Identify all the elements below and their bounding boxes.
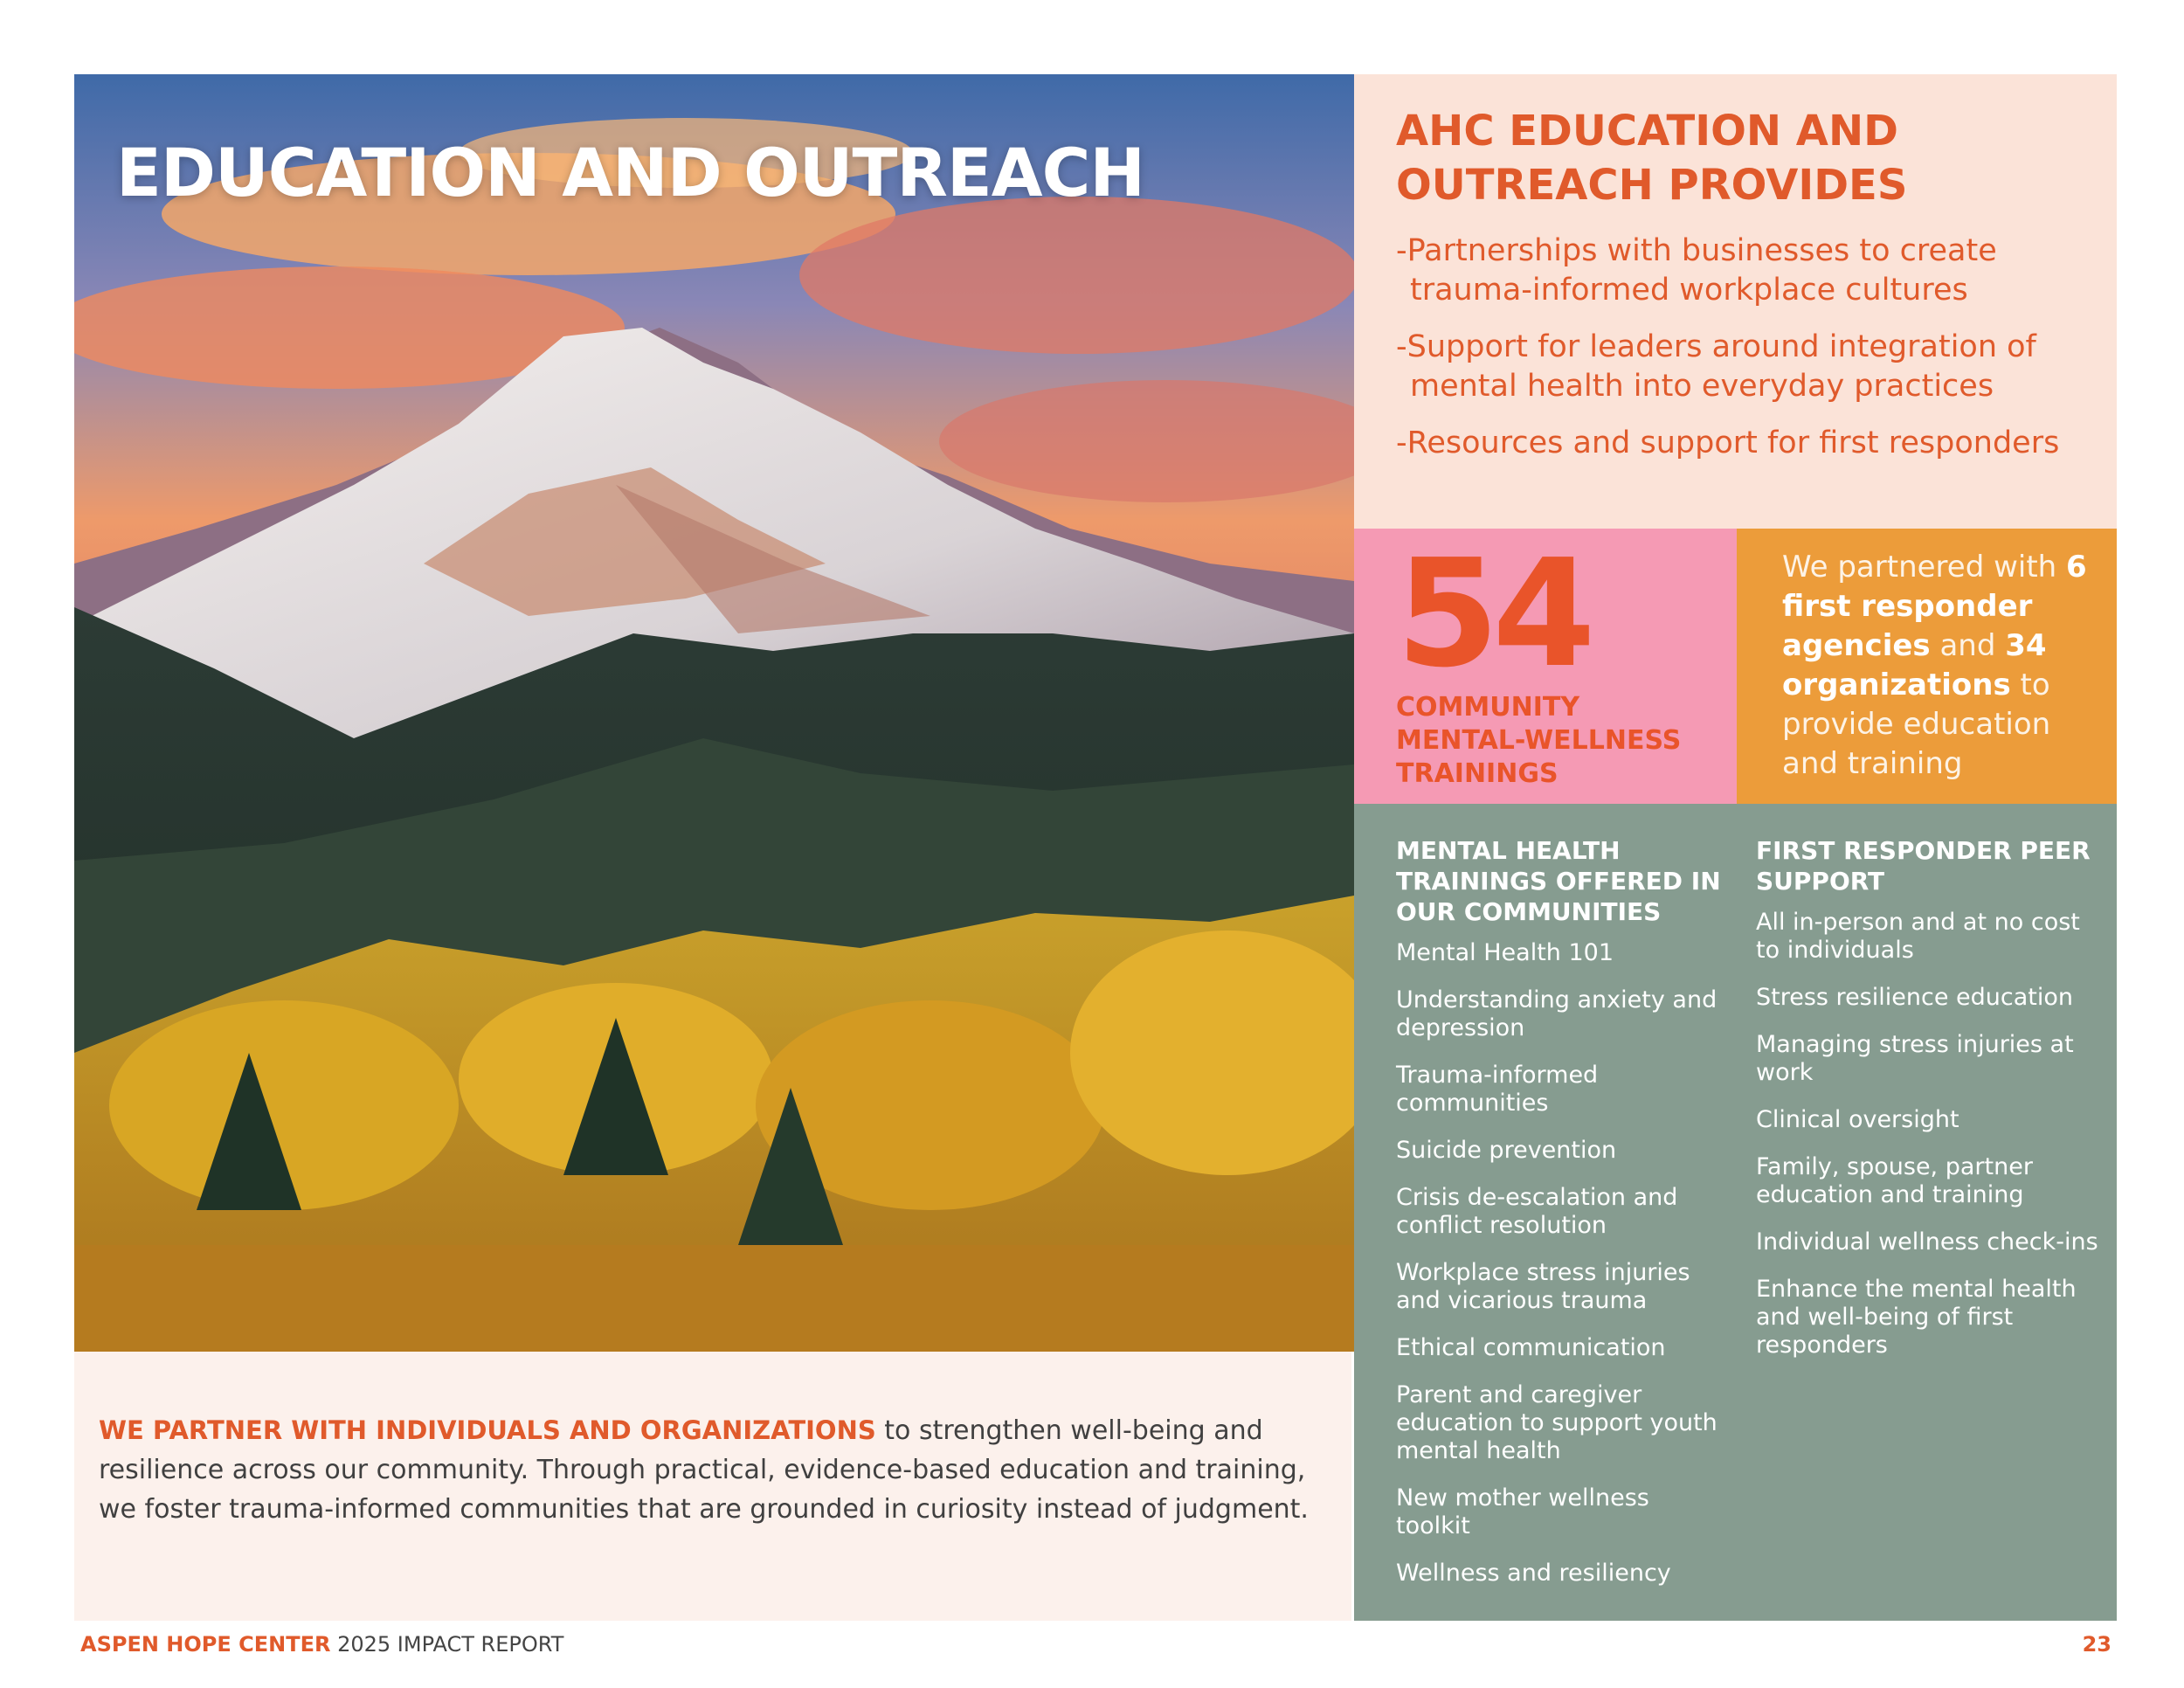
programs-panel	[1354, 804, 2117, 1621]
list-item: Clinical oversight	[1756, 1106, 1959, 1133]
list-item: -Support for leaders around integration of mental health into everyday practices	[1396, 329, 2036, 404]
list-item: -Partnerships with businesses to create trauma-informed workplace cultures	[1396, 233, 1997, 308]
list-item: Suicide prevention	[1396, 1137, 1617, 1164]
list-item: Parent and caregiver education to support youth mental health	[1396, 1381, 1717, 1464]
list-item: Mental Health 101	[1396, 939, 1614, 966]
provides-list	[1396, 232, 2099, 463]
list-item: Understanding anxiety and depression	[1396, 986, 1717, 1041]
intro-paragraph	[99, 1411, 1325, 1529]
peer-support-column	[1756, 835, 2105, 1379]
intro-panel	[74, 1352, 1351, 1621]
intro-lead: WE PARTNER WITH INDIVIDUALS AND ORGANIZATIONS	[99, 1415, 876, 1445]
trainings-column	[1396, 835, 1728, 1607]
list-item: Crisis de-escalation and conflict resolution	[1396, 1184, 1678, 1239]
footer	[80, 1632, 563, 1657]
partnership-panel	[1737, 529, 2117, 804]
training-count-panel	[1354, 529, 1737, 804]
partner-organizations: 34 organizations	[1782, 628, 2047, 702]
list-item: New mother wellness toolkit	[1396, 1484, 1649, 1539]
partner-agencies: 6 first responder agencies	[1782, 550, 2087, 663]
list-item: Wellness and resiliency	[1396, 1560, 1671, 1587]
peer-support-heading: FIRST RESPONDER PEER SUPPORT	[1756, 836, 2091, 896]
list-item: Stress resilience education	[1756, 984, 2073, 1011]
list-item: Family, spouse, partner education and training	[1756, 1153, 2033, 1208]
list-item: Workplace stress injuries and vicarious trauma	[1396, 1259, 1690, 1314]
list-item: Managing stress injuries at work	[1756, 1031, 2074, 1086]
footer-org: ASPEN HOPE CENTER	[80, 1632, 331, 1657]
trainings-list	[1396, 939, 1728, 1588]
list-item: Enhance the mental health and well-being of first responders	[1756, 1276, 2077, 1359]
intro-body: to strengthen well-being and resilience across our community. Through practical, evidence-based education and training, we foster trauma-informed communities that are grounded in curiosity instead of judgment.	[99, 1415, 1309, 1525]
list-item: Ethical communication	[1396, 1334, 1666, 1361]
trainings-heading: MENTAL HEALTH TRAININGS OFFERED IN OUR COMMUNITIES	[1396, 836, 1721, 926]
provides-heading: AHC EDUCATION AND OUTREACH PROVIDES	[1396, 107, 1908, 210]
list-item: -Resources and support for first responders	[1396, 425, 2060, 460]
training-count-number: 54	[1396, 528, 1589, 701]
page-title: EDUCATION AND OUTREACH	[116, 134, 1144, 211]
provides-panel	[1354, 74, 2117, 529]
hero-photo	[74, 74, 1354, 1352]
peer-support-list	[1756, 909, 2105, 1359]
page-number: 23	[2082, 1632, 2111, 1657]
training-count-label: COMMUNITY MENTAL-WELLNESS TRAININGS	[1396, 692, 1682, 789]
list-item: Trauma-informed communities	[1396, 1062, 1599, 1117]
list-item: Individual wellness check-ins	[1756, 1228, 2098, 1256]
partner-text: to provide education and training	[1782, 668, 2051, 781]
footer-report: 2025 IMPACT REPORT	[330, 1632, 564, 1657]
partner-text: and	[1930, 628, 2006, 663]
mountain-landscape-image	[74, 74, 1354, 1352]
partner-text: We partnered with	[1782, 550, 2067, 585]
list-item: All in-person and at no cost to individuals	[1756, 909, 2080, 964]
